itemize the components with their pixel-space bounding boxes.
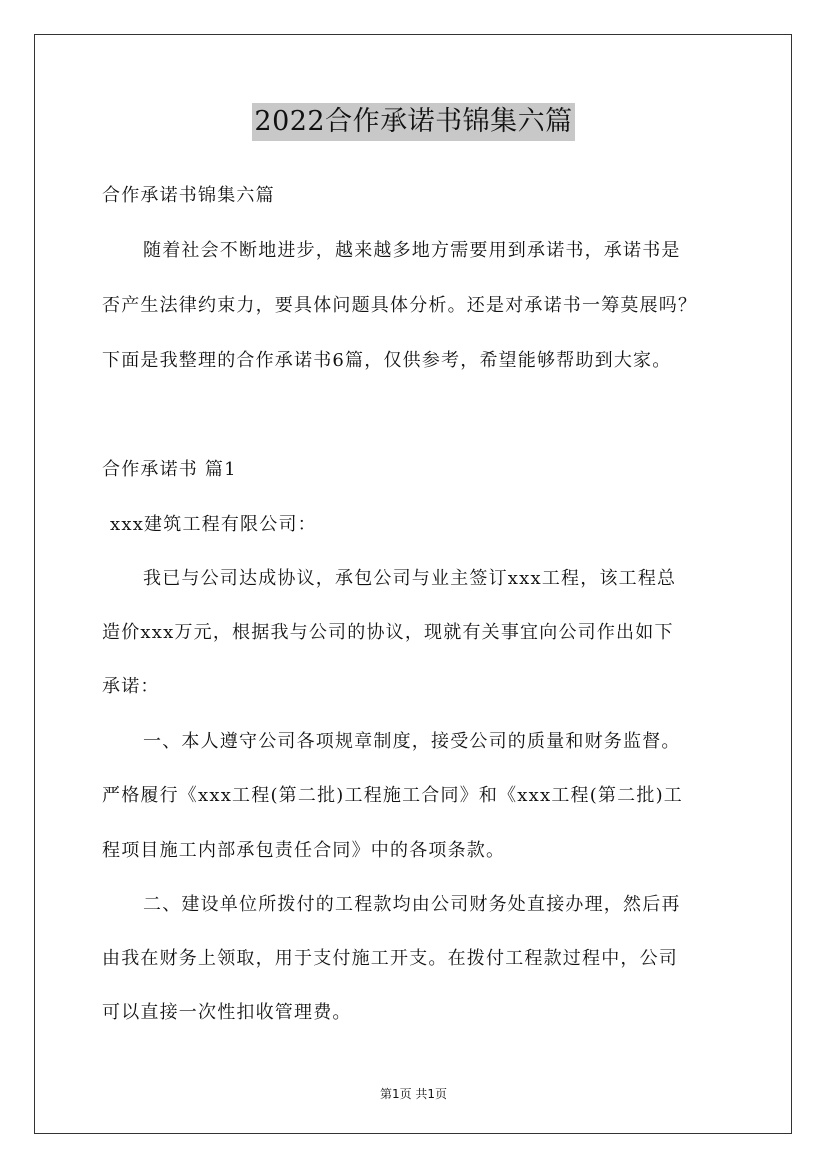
section-heading: 合作承诺书 篇1 (102, 459, 237, 480)
addressee: xxx建筑工程有限公司： (110, 514, 317, 535)
page-number-footer: 第1页 共1页 (379, 1087, 448, 1101)
para3-line-3: 可以直接一次性扣收管理费。 (102, 1002, 352, 1023)
para3-line-1: 二、建设单位所拨付的工程款均由公司财务处直接办理，然后再 (143, 894, 681, 915)
intro-line-1: 随着社会不断地进步，越来越多地方需要用到承诺书，承诺书是 (143, 240, 681, 261)
intro-line-2: 否产生法律约束力，要具体问题具体分析。还是对承诺书一筹莫展吗？ (102, 295, 698, 316)
title-container (0, 103, 827, 141)
document-subtitle: 合作承诺书锦集六篇 (102, 185, 275, 206)
para1-line-3: 承诺： (102, 676, 160, 697)
para2-line-3: 程项目施工内部承包责任合同》中的各项条款。 (102, 840, 506, 861)
document-title: 2022合作承诺书锦集六篇 (252, 103, 574, 141)
para3-line-2: 由我在财务上领取，用于支付施工开支。在拨付工程款过程中，公司 (102, 948, 678, 969)
para2-line-1: 一、本人遵守公司各项规章制度，接受公司的质量和财务监督。 (143, 731, 681, 752)
para1-line-2: 造价xxx万元，根据我与公司的协议，现就有关事宜向公司作出如下 (102, 622, 674, 643)
para1-line-1: 我已与公司达成协议，承包公司与业主签订xxx工程，该工程总 (143, 568, 677, 589)
para2-line-2: 严格履行《xxx工程(第二批)工程施工合同》和《xxx工程(第二批)工 (102, 785, 683, 806)
intro-line-3: 下面是我整理的合作承诺书6篇，仅供参考，希望能够帮助到大家。 (102, 350, 672, 371)
